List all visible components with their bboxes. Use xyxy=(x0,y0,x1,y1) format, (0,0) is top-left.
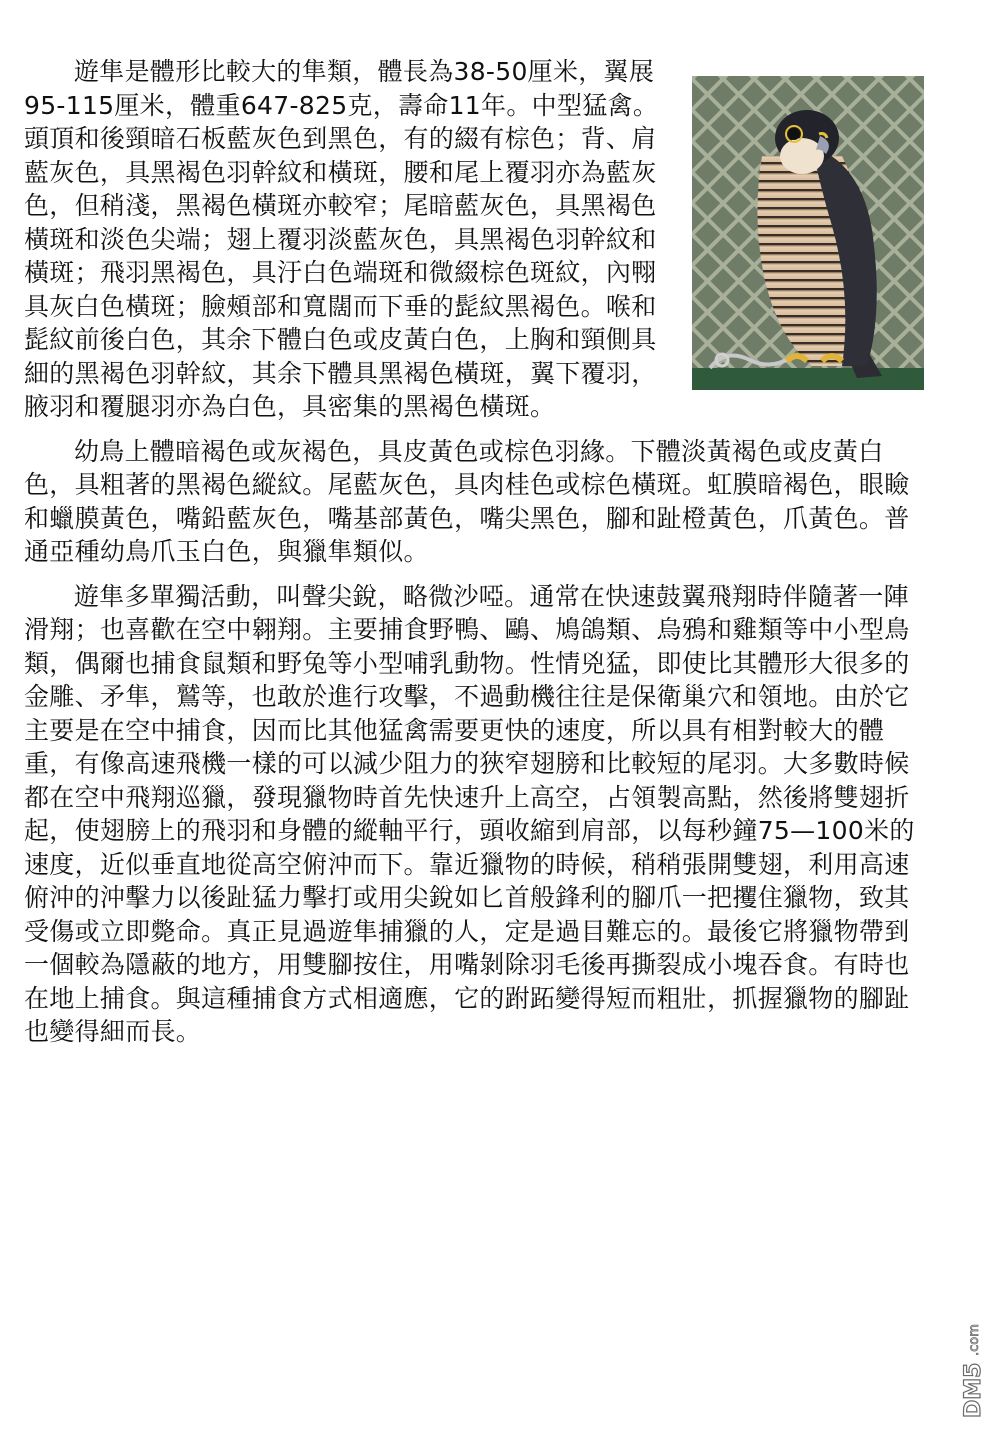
photo-wrap-spacer xyxy=(670,55,924,405)
paragraph-description: 遊隼是體形比較大的隼類，體長為38-50厘米，翼展95-115厘米，體重647-825克，壽命11年。中型猛禽。頭頂和後頸暗石板藍灰色到黑色，有的綴有棕色；背、肩藍灰色，具黑褐色羽幹紋和橫斑，腰和尾上覆羽亦為藍灰色，但稍淺，黑褐色橫斑亦較窄；尾暗藍灰色，具黑褐色橫斑和淡色尖端；翅上覆羽淡藍灰色，具黑褐色羽幹紋和橫斑；飛羽黑褐色，具汙白色端斑和微綴棕色斑紋，內翈具灰白色橫斑；臉頰部和寬闊而下垂的髭紋黑褐色。喉和髭紋前後白色，其余下體白色或皮黃白色，上胸和頸側具細的黑褐色羽幹紋，其余下體具黑褐色橫斑，翼下覆羽，腋羽和覆腿羽亦為白色，具密集的黑褐色橫斑。 xyxy=(24,57,659,421)
article-text xyxy=(24,55,924,1060)
svg-text:DM5: DM5 xyxy=(961,1362,986,1418)
paragraph-behavior: 遊隼多單獨活動，叫聲尖銳，略微沙啞。通常在快速鼓翼飛翔時伴隨著一陣滑翔；也喜歡在空中翱翔。主要捕食野鴨、鷗、鳩鴿類、烏鴉和雞類等中小型鳥類，偶爾也捕食鼠類和野兔等小型哺乳動物。性情兇猛，即使比其體形大很多的金雕、矛隼，鷲等，也敢於進行攻擊，不過動機往往是保衛巢穴和領地。由於它主要是在空中捕食，因而比其他猛禽需要更快的速度，所以具有相對較大的體重，有像高速飛機一樣的可以減少阻力的狹窄翅膀和比較短的尾羽。大多數時候都在空中飛翔巡獵，發現獵物時首先快速升上高空，占領製高點，然後將雙翅折起，使翅膀上的飛羽和身體的縱軸平行，頭收縮到肩部，以每秒鐘75—100米的速度，近似垂直地從高空俯沖而下。靠近獵物的時候，稍稍張開雙翅，利用高速俯沖的沖擊力以後趾猛力擊打或用尖銳如匕首般鋒利的腳爪一把攫住獵物，致其受傷或立即斃命。真正見過遊隼捕獵的人，定是過目難忘的。最後它將獵物帶到一個較為隱蔽的地方，用雙腳按住，用嘴剝除羽毛後再撕裂成小塊吞食。有時也在地上捕食。與這種捕食方式相適應，它的跗跖變得短而粗壯，抓握獵物的腳趾也變得細而長。 xyxy=(24,581,915,1046)
watermark-icon xyxy=(954,1270,990,1420)
paragraph-juvenile: 幼鳥上體暗褐色或灰褐色，具皮黃色或棕色羽緣。下體淡黃褐色或皮黃白色，具粗著的黑褐色縱紋。尾藍灰色，具肉桂色或棕色橫斑。虹膜暗褐色，眼瞼和蠟膜黃色，嘴鉛藍灰色，嘴基部黃色，嘴尖黑色，腳和趾橙黃色，爪黃色。普通亞種幼鳥爪玉白色，與獵隼類似。 xyxy=(24,436,910,566)
svg-text:.com: .com xyxy=(967,1324,982,1356)
site-watermark-logo xyxy=(954,1270,990,1420)
